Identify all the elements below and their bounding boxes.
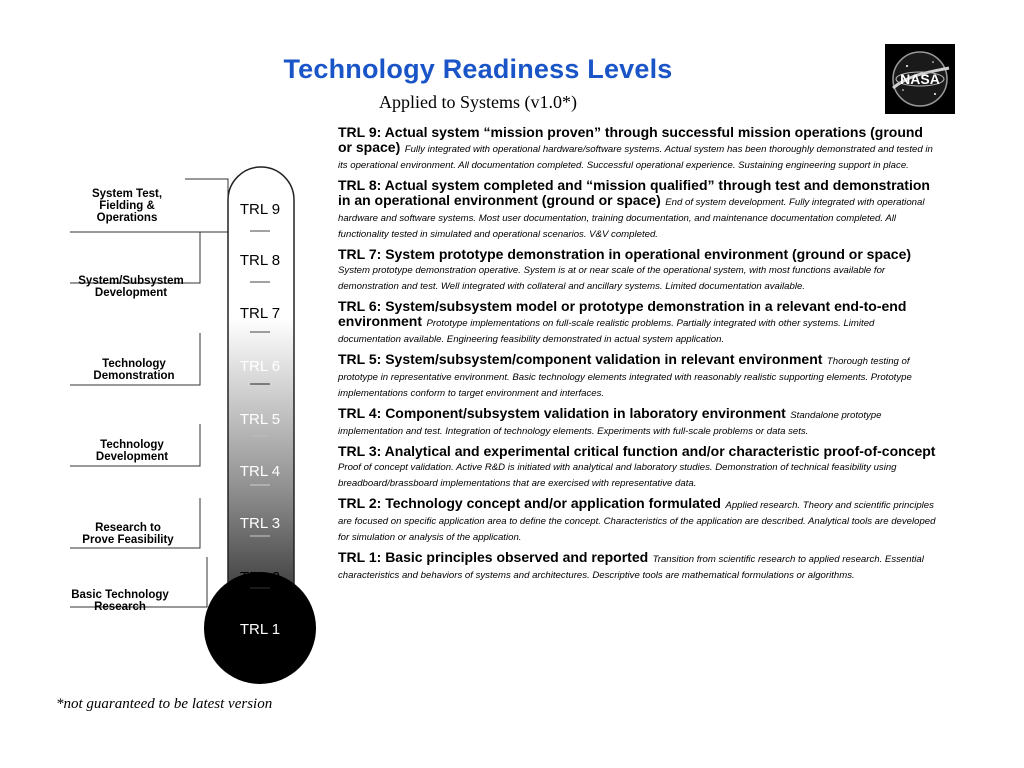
stage-label-tech-dev: Technology Development <box>95 439 169 463</box>
trl-item-9 <box>338 125 938 173</box>
trl-description: End of system development. Fully integrated with operational hardware and software systems. Most user documentation, training documentation, and maintenance documentation completed. All functionality tested in simulated and operational scenarios. V&V completed. <box>338 197 925 240</box>
page-subtitle: Applied to Systems (v1.0*) <box>379 92 577 112</box>
trl-heading: TRL 6: System/subsystem model or prototype demonstration in a relevant end-to-end environment <box>338 298 907 329</box>
trl-item-8 <box>338 178 938 242</box>
stage-label-subsystem-dev: System/Subsystem Development <box>78 275 184 299</box>
trl-item-5 <box>338 352 938 401</box>
stage-label-tech-demo: Technology Demonstration <box>93 358 175 382</box>
trl-description-list <box>338 125 938 588</box>
trl-description: Applied research. Theory and scientific principles are focused on specific application area to define the concept. Characteristics of the application are described. Analytical tools are developed for simulation or analysis of the application. <box>338 500 936 543</box>
trl-description: Thorough testing of prototype in representative environment. Basic technology elements integrated with reasonably realistic supporting elements. Prototype implementations conform to target environment and interfaces. <box>338 356 912 399</box>
trl-description: System prototype demonstration operative. System is at or near scale of the operational system, with most functions available for demonstration and test. Well integrated with collateral and ancillary systems. Limited documentation available. <box>338 265 886 292</box>
trl-item-6 <box>338 299 938 347</box>
trl-item-4 <box>338 406 938 439</box>
trl-heading: TRL 7: System prototype demonstration in operational environment (ground or space) <box>338 246 912 262</box>
trl-description: Prototype implementations on full-scale realistic problems. Partially integrated with other systems. Limited documentation available. Engineering feasibility demonstrated in actual system application. <box>338 318 875 345</box>
thermo-label-trl4: TRL 4 <box>239 463 281 480</box>
footnote: *not guaranteed to be latest version <box>56 696 273 712</box>
stage-label-system-test: System Test, Fielding & Operations <box>91 188 163 224</box>
trl-description: Standalone prototype implementation and test. Integration of technology elements. Experiments with full-scale problems or data sets. <box>338 410 882 437</box>
trl-heading: TRL 5: System/subsystem/component validation in relevant environment <box>338 351 823 367</box>
trl-item-7 <box>338 247 938 294</box>
thermo-label-trl5: TRL 5 <box>239 411 281 428</box>
trl-item-2 <box>338 496 938 545</box>
stage-label-basic: Basic Technology Research <box>71 589 169 613</box>
trl-description: Transition from scientific research to applied research. Essential characteristics and behaviors of systems and architectures. Descriptive tools are mathematical formulations or algorithms. <box>338 554 924 581</box>
trl-heading: TRL 1: Basic principles observed and reported <box>338 549 649 565</box>
trl-description: Proof of concept validation. Active R&D is initiated with analytical and laboratory studies. Demonstration of technical feasibility using breadboard/brassboard implementations that are exercised with representative data. <box>338 462 897 489</box>
thermo-label-trl6: TRL 6 <box>239 358 281 375</box>
thermo-label-trl8: TRL 8 <box>239 252 281 269</box>
trl-description: Fully integrated with operational hardware/software systems. Actual system has been thoroughly demonstrated and tested in its operational environment. All documentation completed. Successful operational experience. Sustaining engineering support in place. <box>338 144 933 171</box>
logo-text: NASA <box>900 71 940 87</box>
stage-label-research: Research to Prove Feasibility <box>82 522 174 546</box>
thermo-label-trl1: TRL 1 <box>239 621 281 638</box>
trl-heading: TRL 3: Analytical and experimental critical function and/or characteristic proof-of-concept <box>338 443 936 459</box>
trl-heading: TRL 8: Actual system completed and “mission qualified” through test and demonstration in an operational environment (ground or space) <box>338 177 930 208</box>
trl-item-3 <box>338 444 938 491</box>
trl-heading: TRL 2: Technology concept and/or application formulated <box>338 495 721 511</box>
page-title: Technology Readiness Levels <box>283 54 673 84</box>
trl-heading: TRL 9: Actual system “mission proven” through successful mission operations (ground or space) <box>338 124 923 155</box>
thermo-label-trl3: TRL 3 <box>239 515 281 532</box>
thermo-label-trl7: TRL 7 <box>239 305 281 322</box>
thermo-label-trl2: TRL 2 <box>239 569 281 586</box>
thermo-label-trl9: TRL 9 <box>239 201 281 218</box>
trl-item-1 <box>338 550 938 583</box>
trl-heading: TRL 4: Component/subsystem validation in laboratory environment <box>338 405 786 421</box>
